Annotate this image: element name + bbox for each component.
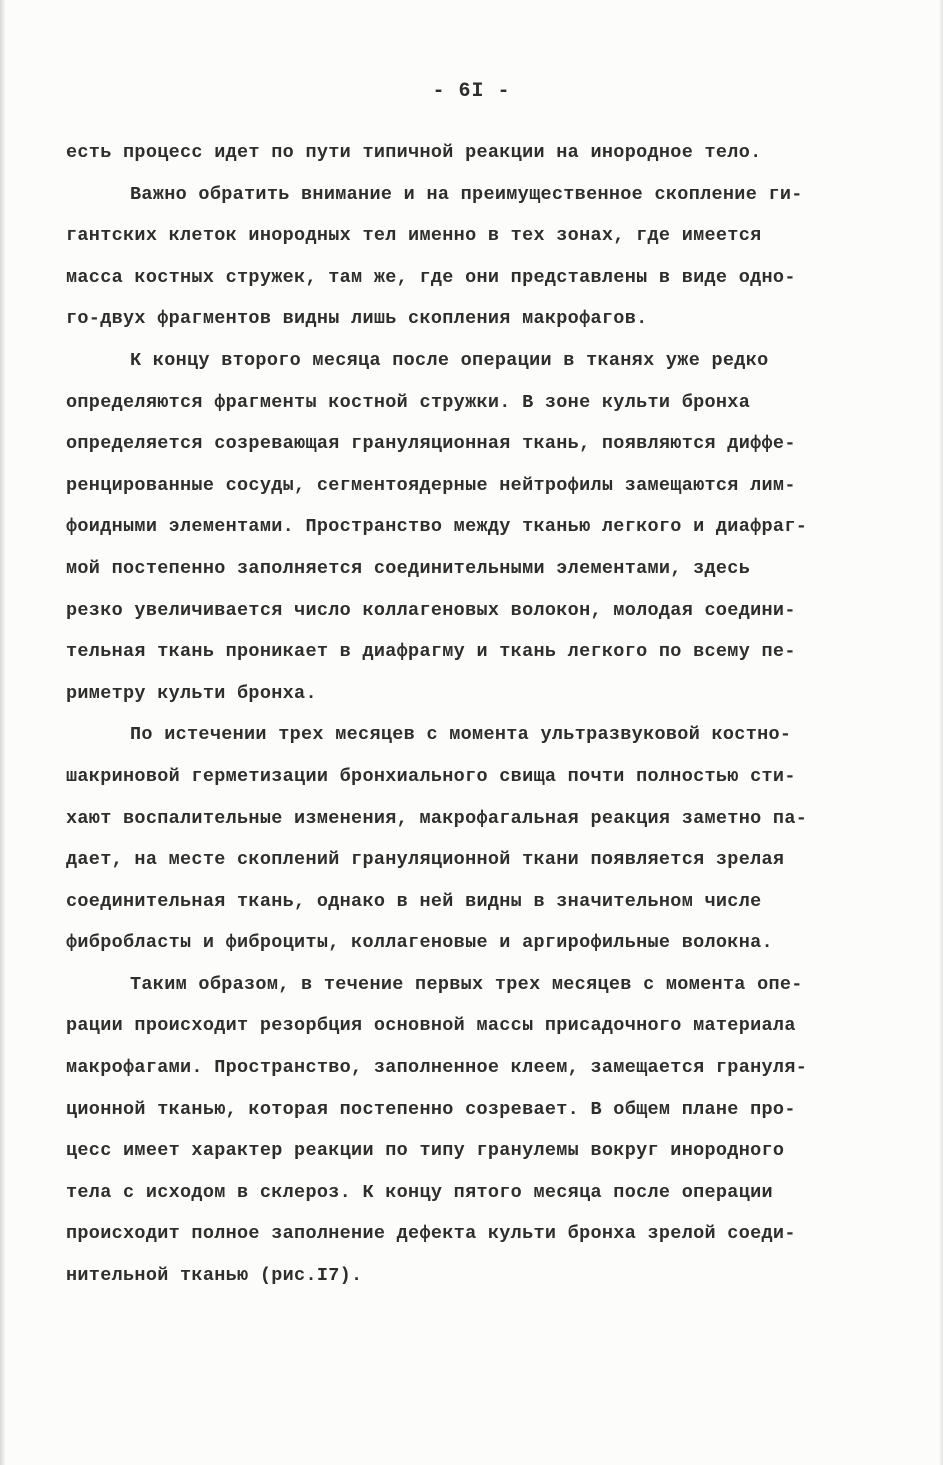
text-line: резко увеличивается число коллагеновых волокон, молодая соедини- [66, 599, 796, 621]
text-line: го-двух фрагментов видны лишь скопления макрофагов. [66, 308, 648, 330]
paragraph-3 [66, 340, 896, 714]
text-line: тельная ткань проникает в диафрагму и ткань легкого по всему пе- [66, 641, 796, 663]
text-line: тела с исходом в склероз. К концу пятого месяца после операции [66, 1181, 773, 1203]
text-line: фибробласты и фиброциты, коллагеновые и аргирофильные волокна. [66, 932, 773, 954]
body-text [66, 132, 896, 1297]
text-line: определяется созревающая грануляционная ткань, появляются диффе- [66, 433, 796, 455]
page-number: - 6I - [432, 80, 511, 103]
text-line: рации происходит резорбция основной массы присадочного материала [66, 1015, 796, 1037]
text-line: Таким образом, в течение первых трех месяцев с момента опе- [130, 973, 803, 995]
paragraph-5 [66, 964, 896, 1297]
text-line: По истечении трех месяцев с момента ультразвуковой костно- [130, 724, 792, 746]
text-line: дает, на месте скоплений грануляционной ткани появляется зрелая [66, 849, 785, 871]
text-line: макрофагами. Пространство, заполненное клеем, замещается грануля- [66, 1057, 808, 1079]
text-line: шакриновой герметизации бронхиального свища почти полностью сти- [66, 765, 796, 787]
text-line: К концу второго месяца после операции в тканях уже редко [130, 349, 769, 371]
text-line: соединительная ткань, однако в ней видны в значительном числе [66, 890, 762, 912]
text-line: цесс имеет характер реакции по типу гранулемы вокруг инородного [66, 1140, 785, 1162]
paragraph-4 [66, 714, 896, 964]
text-line: нительной тканью (рис.I7). [66, 1265, 363, 1287]
text-line: происходит полное заполнение дефекта культи бронха зрелой соеди- [66, 1223, 796, 1245]
text-line: риметру культи бронха. [66, 682, 317, 704]
paragraph-2 [66, 174, 896, 340]
text-line: определяются фрагменты костной стружки. В зоне культи бронха [66, 391, 751, 413]
paragraph-1 [66, 132, 896, 174]
text-line: гантских клеток инородных тел именно в тех зонах, где имеется [66, 225, 762, 247]
text-line: мой постепенно заполняется соединительными элементами, здесь [66, 557, 751, 579]
text-line: фоидными элементами. Пространство между тканью легкого и диафраг- [66, 516, 808, 538]
page-edge-right [939, 0, 943, 1465]
text-line: Важно обратить внимание и на преимущественное скопление ги- [130, 183, 803, 205]
text-line: ционной тканью, которая постепенно созревает. В общем плане про- [66, 1098, 796, 1120]
page-edge-left [0, 0, 6, 1465]
text-line: масса костных стружек, там же, где они представлены в виде одно- [66, 266, 796, 288]
text-line: ренцированные сосуды, сегментоядерные нейтрофилы замещаются лим- [66, 474, 796, 496]
text-line: есть процесс идет по пути типичной реакции на инородное тело. [66, 142, 762, 163]
text-line: хают воспалительные изменения, макрофагальная реакция заметно па- [66, 807, 808, 829]
